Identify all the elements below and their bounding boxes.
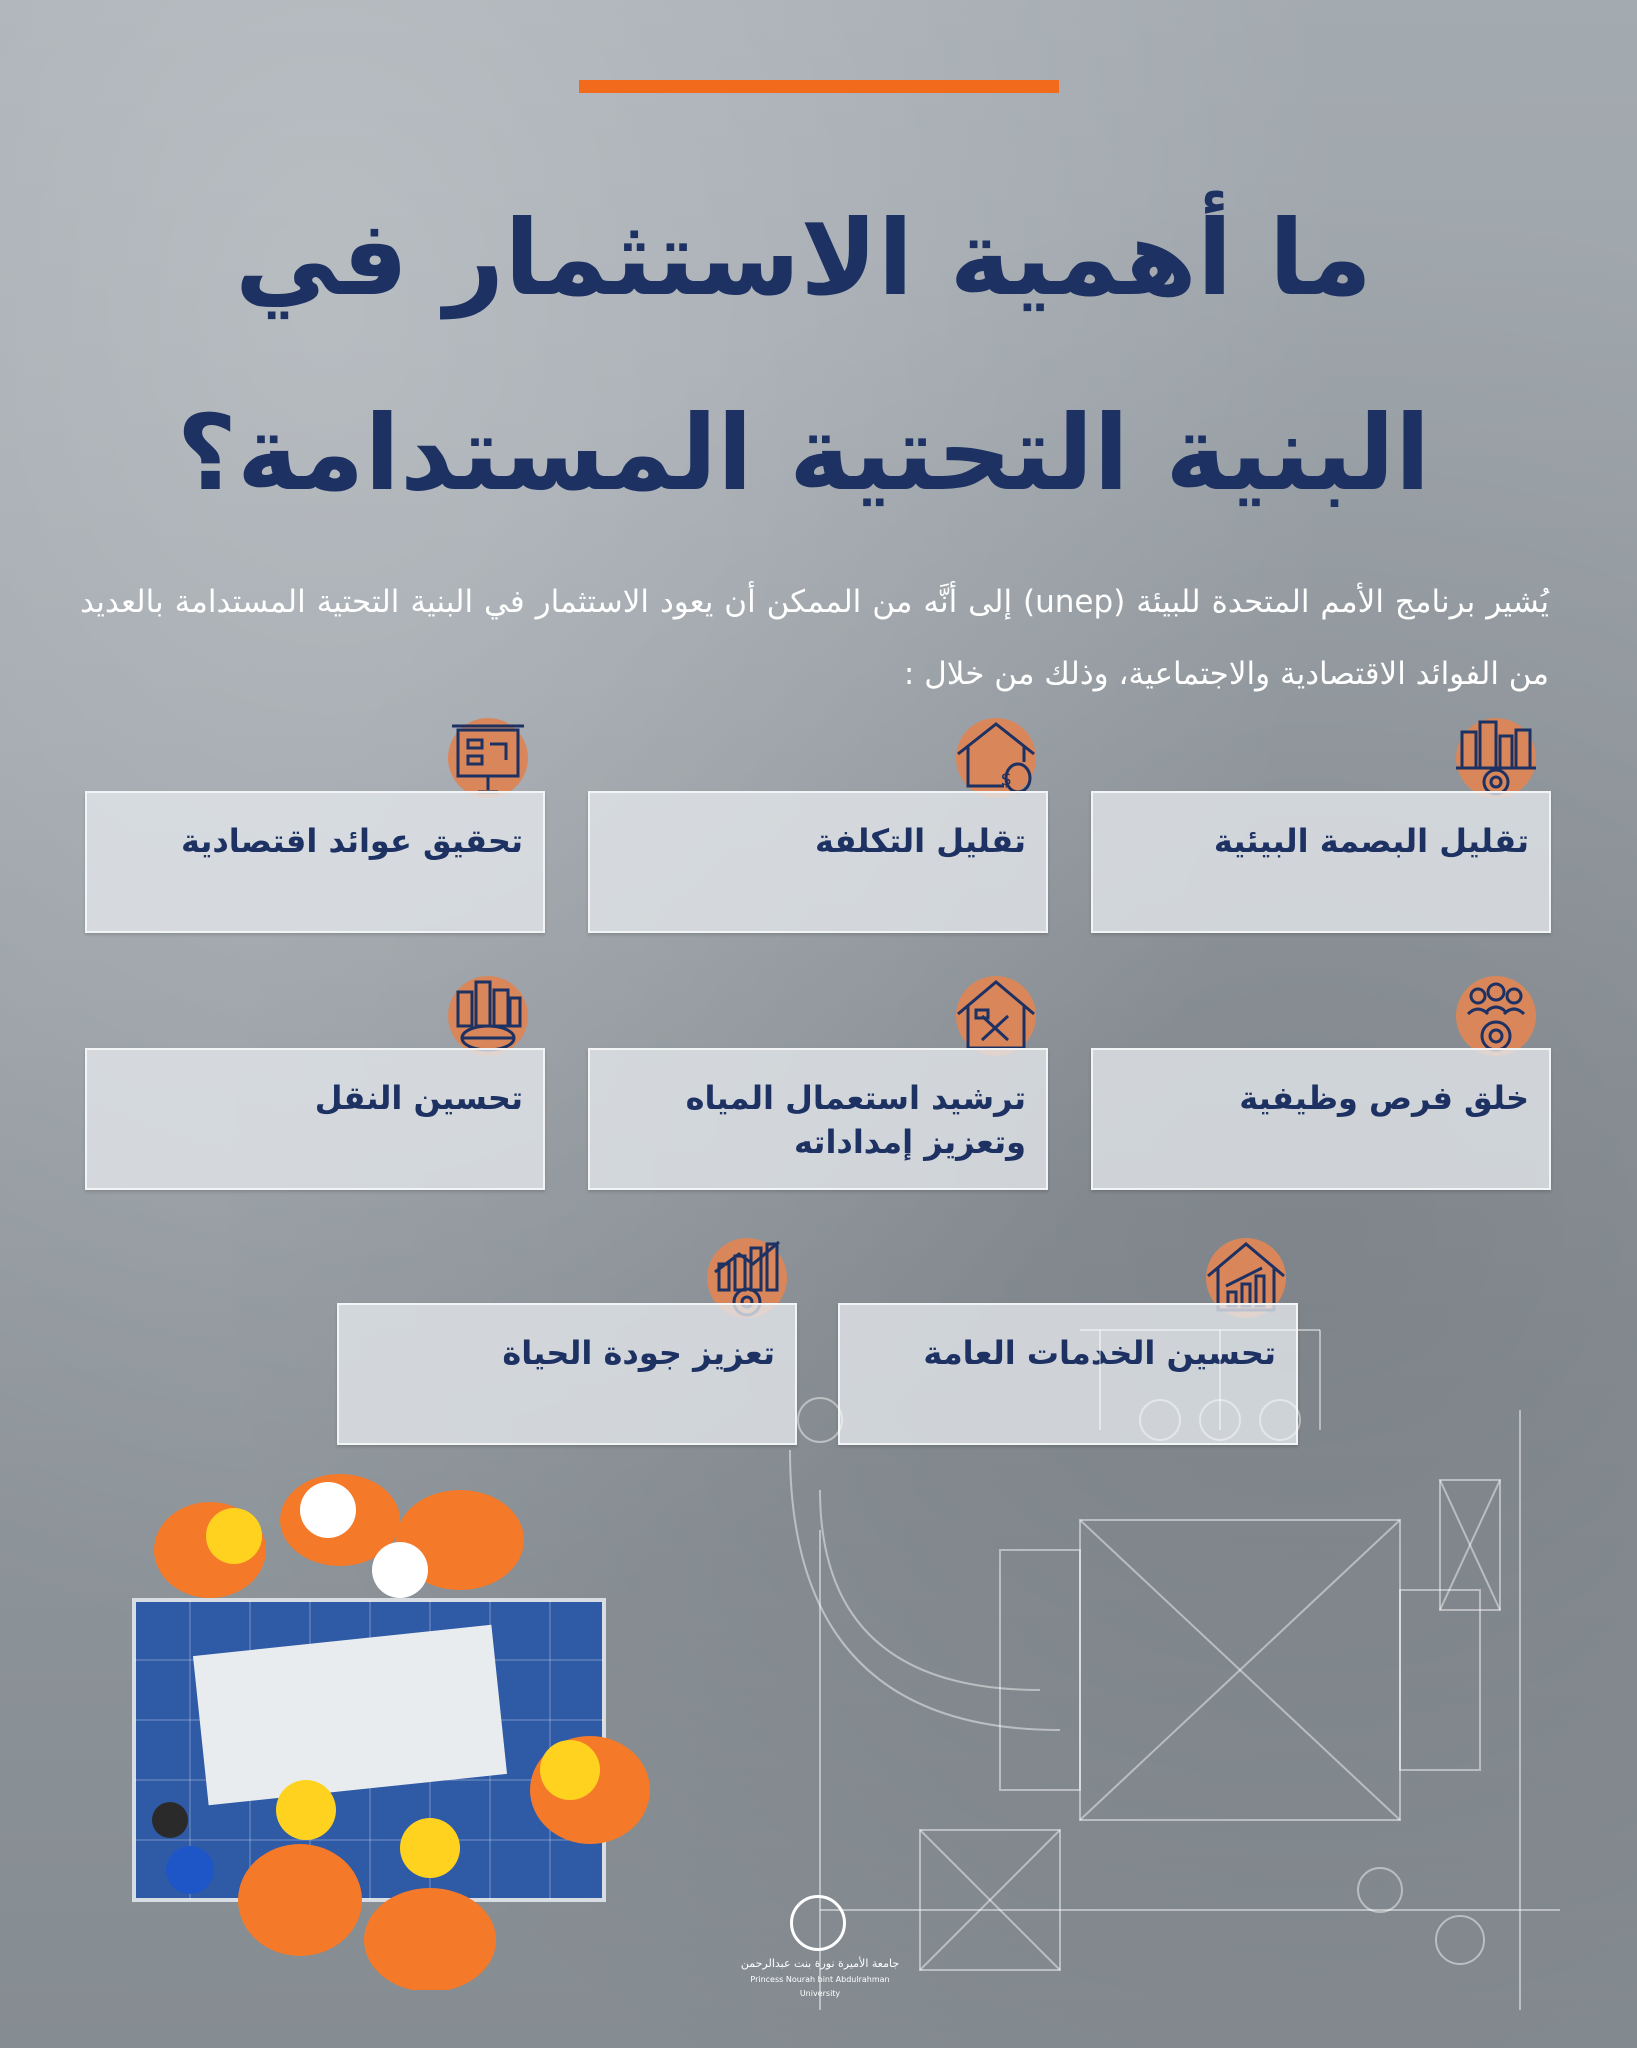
benefit-card-5 — [588, 1048, 1048, 1190]
logo-name-en: Princess Nourah bint Abdulrahman University — [750, 1975, 890, 1998]
benefit-label: تحسين الخدمات العامة — [923, 1334, 1276, 1372]
benefit-card-6 — [85, 1048, 545, 1190]
page-title-line-2: البنية التحتية المستدامة؟ — [176, 392, 1431, 514]
benefit-card-3 — [85, 791, 545, 933]
svg-text:$: $ — [1000, 769, 1012, 790]
benefit-label: تحقيق عوائد اقتصادية — [180, 822, 523, 860]
benefit-card-2 — [588, 791, 1048, 933]
logo-emblem-icon — [790, 1895, 846, 1951]
benefit-label: تعزيز جودة الحياة — [502, 1334, 775, 1372]
benefit-label: تحسين النقل — [314, 1079, 523, 1117]
benefit-card-1 — [1091, 791, 1551, 933]
logo-name-ar: جامعة الأميرة نورة بنت عبدالرحمن — [740, 1957, 900, 1970]
benefit-card-4 — [1091, 1048, 1551, 1190]
benefit-label: ترشيد استعمال المياه وتعزيز إمداداته — [685, 1079, 1026, 1161]
page-title-line-1: ما أهمية الاستثمار في — [234, 197, 1373, 319]
accent-bar — [579, 80, 1059, 93]
benefit-label: خلق فرص وظيفية — [1239, 1079, 1529, 1117]
benefit-label: تقليل البصمة البيئية — [1213, 822, 1529, 860]
workers-illustration — [130, 1470, 690, 1990]
intro-paragraph: يُشير برنامج الأمم المتحدة للبيئة (unep) إلى أنَّه من الممكن أن يعود الاستثمار في البنية التحتية المستدامة بالعديد من الفوائد الاقتصادية والاجتماعية، وذلك من خلال : — [80, 584, 1549, 692]
benefit-label: تقليل التكلفة — [814, 822, 1026, 860]
